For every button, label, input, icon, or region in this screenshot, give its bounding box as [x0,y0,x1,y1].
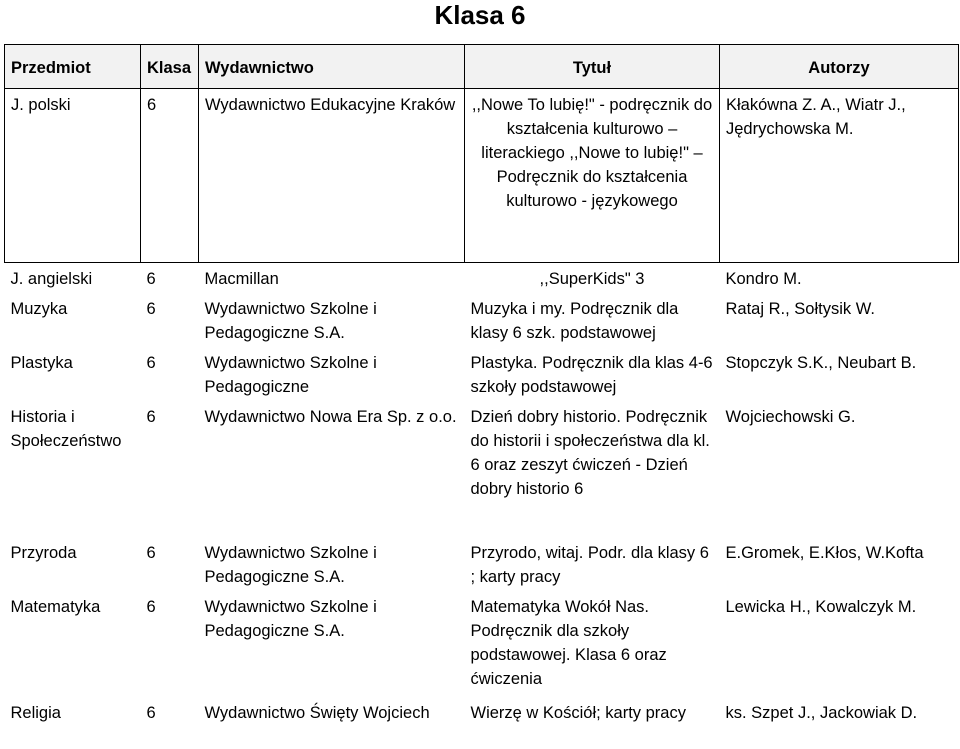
cell-authors: Stopczyk S.K., Neubart B. [725,354,917,372]
cell-title: Plastyka. Podręcznik dla klas 4-6 szkoły podstawowej [470,354,713,396]
table-row [5,591,959,697]
cell-class: 6 [146,300,156,318]
cell-class: 6 [146,598,156,616]
cell-authors: Kłakówna Z. A., Wiatr J., Jędrychowska M. [720,89,959,263]
table-row [5,89,959,263]
cell-title: Przyrodo, witaj. Podr. dla klasy 6 ; karty pracy [470,544,709,586]
header-authors: Autorzy [720,45,959,89]
cell-publisher: Wydawnictwo Szkolne i Pedagogiczne S.A. [204,300,377,342]
cell-subject: Plastyka [10,354,73,372]
cell-subject: Przyroda [10,544,77,562]
cell-subject: Religia [10,704,61,722]
table-row [5,537,959,591]
cell-publisher: Wydawnictwo Edukacyjne Kraków [199,89,465,263]
cell-title: Wierzę w Kościół; karty pracy [470,704,686,722]
cell-authors: Rataj R., Sołtysik W. [725,300,875,318]
table-row [5,293,959,347]
cell-class: 6 [146,544,156,562]
cell-subject: Muzyka [10,300,68,318]
cell-title: ,,SuperKids" 3 [539,270,645,288]
cell-authors: Wojciechowski G. [725,408,856,426]
cell-authors: ks. Szpet J., Jackowiak D. [725,704,918,722]
cell-publisher: Macmillan [204,270,279,288]
cell-subject: Matematyka [10,598,101,616]
cell-class: 6 [146,270,156,288]
cell-class: 6 [146,408,156,426]
cell-publisher: Wydawnictwo Nowa Era Sp. z o.o. [204,408,457,426]
cell-publisher: Wydawnictwo Święty Wojciech [204,704,430,722]
page-title: Klasa 6 [434,0,526,30]
cell-subject: Historia i Społeczeństwo [10,408,122,450]
cell-publisher: Wydawnictwo Szkolne i Pedagogiczne [204,354,377,396]
header-class: Klasa [141,45,199,89]
table-row [5,697,959,749]
cell-title: Dzień dobry historio. Podręcznik do historii i społeczeństwa dla kl. 6 oraz zeszyt ćwiczeń - Dzień dobry historio 6 [470,408,710,498]
cell-authors: Lewicka H., Kowalczyk M. [725,598,917,616]
header-subject: Przedmiot [5,45,141,89]
table-row [5,401,959,537]
cell-class: 6 [141,89,199,263]
header-publisher: Wydawnictwo [199,45,465,89]
textbook-table [4,44,959,749]
cell-authors: Kondro M. [725,270,802,288]
table-header-row [5,45,959,89]
cell-title: Muzyka i my. Podręcznik dla klasy 6 szk. podstawowej [470,300,679,342]
table-row [5,263,959,294]
cell-class: 6 [146,704,156,722]
cell-publisher: Wydawnictwo Szkolne i Pedagogiczne S.A. [204,544,377,586]
cell-title: Matematyka Wokół Nas. Podręcznik dla szkoły podstawowej. Klasa 6 oraz ćwiczenia [470,598,667,688]
cell-class: 6 [146,354,156,372]
header-title: Tytuł [465,45,720,89]
cell-authors: E.Gromek, E.Kłos, W.Kofta [725,544,924,562]
cell-title: ,,Nowe To lubię!" - podręcznik do kształcenia kulturowo – literackiego ,,Nowe to lubię!" – Podręcznik do kształcenia kulturowo - językowego [465,89,720,263]
cell-subject: J. angielski [10,270,93,288]
cell-subject: J. polski [5,89,141,263]
cell-publisher: Wydawnictwo Szkolne i Pedagogiczne S.A. [204,598,377,640]
table-row [5,347,959,401]
